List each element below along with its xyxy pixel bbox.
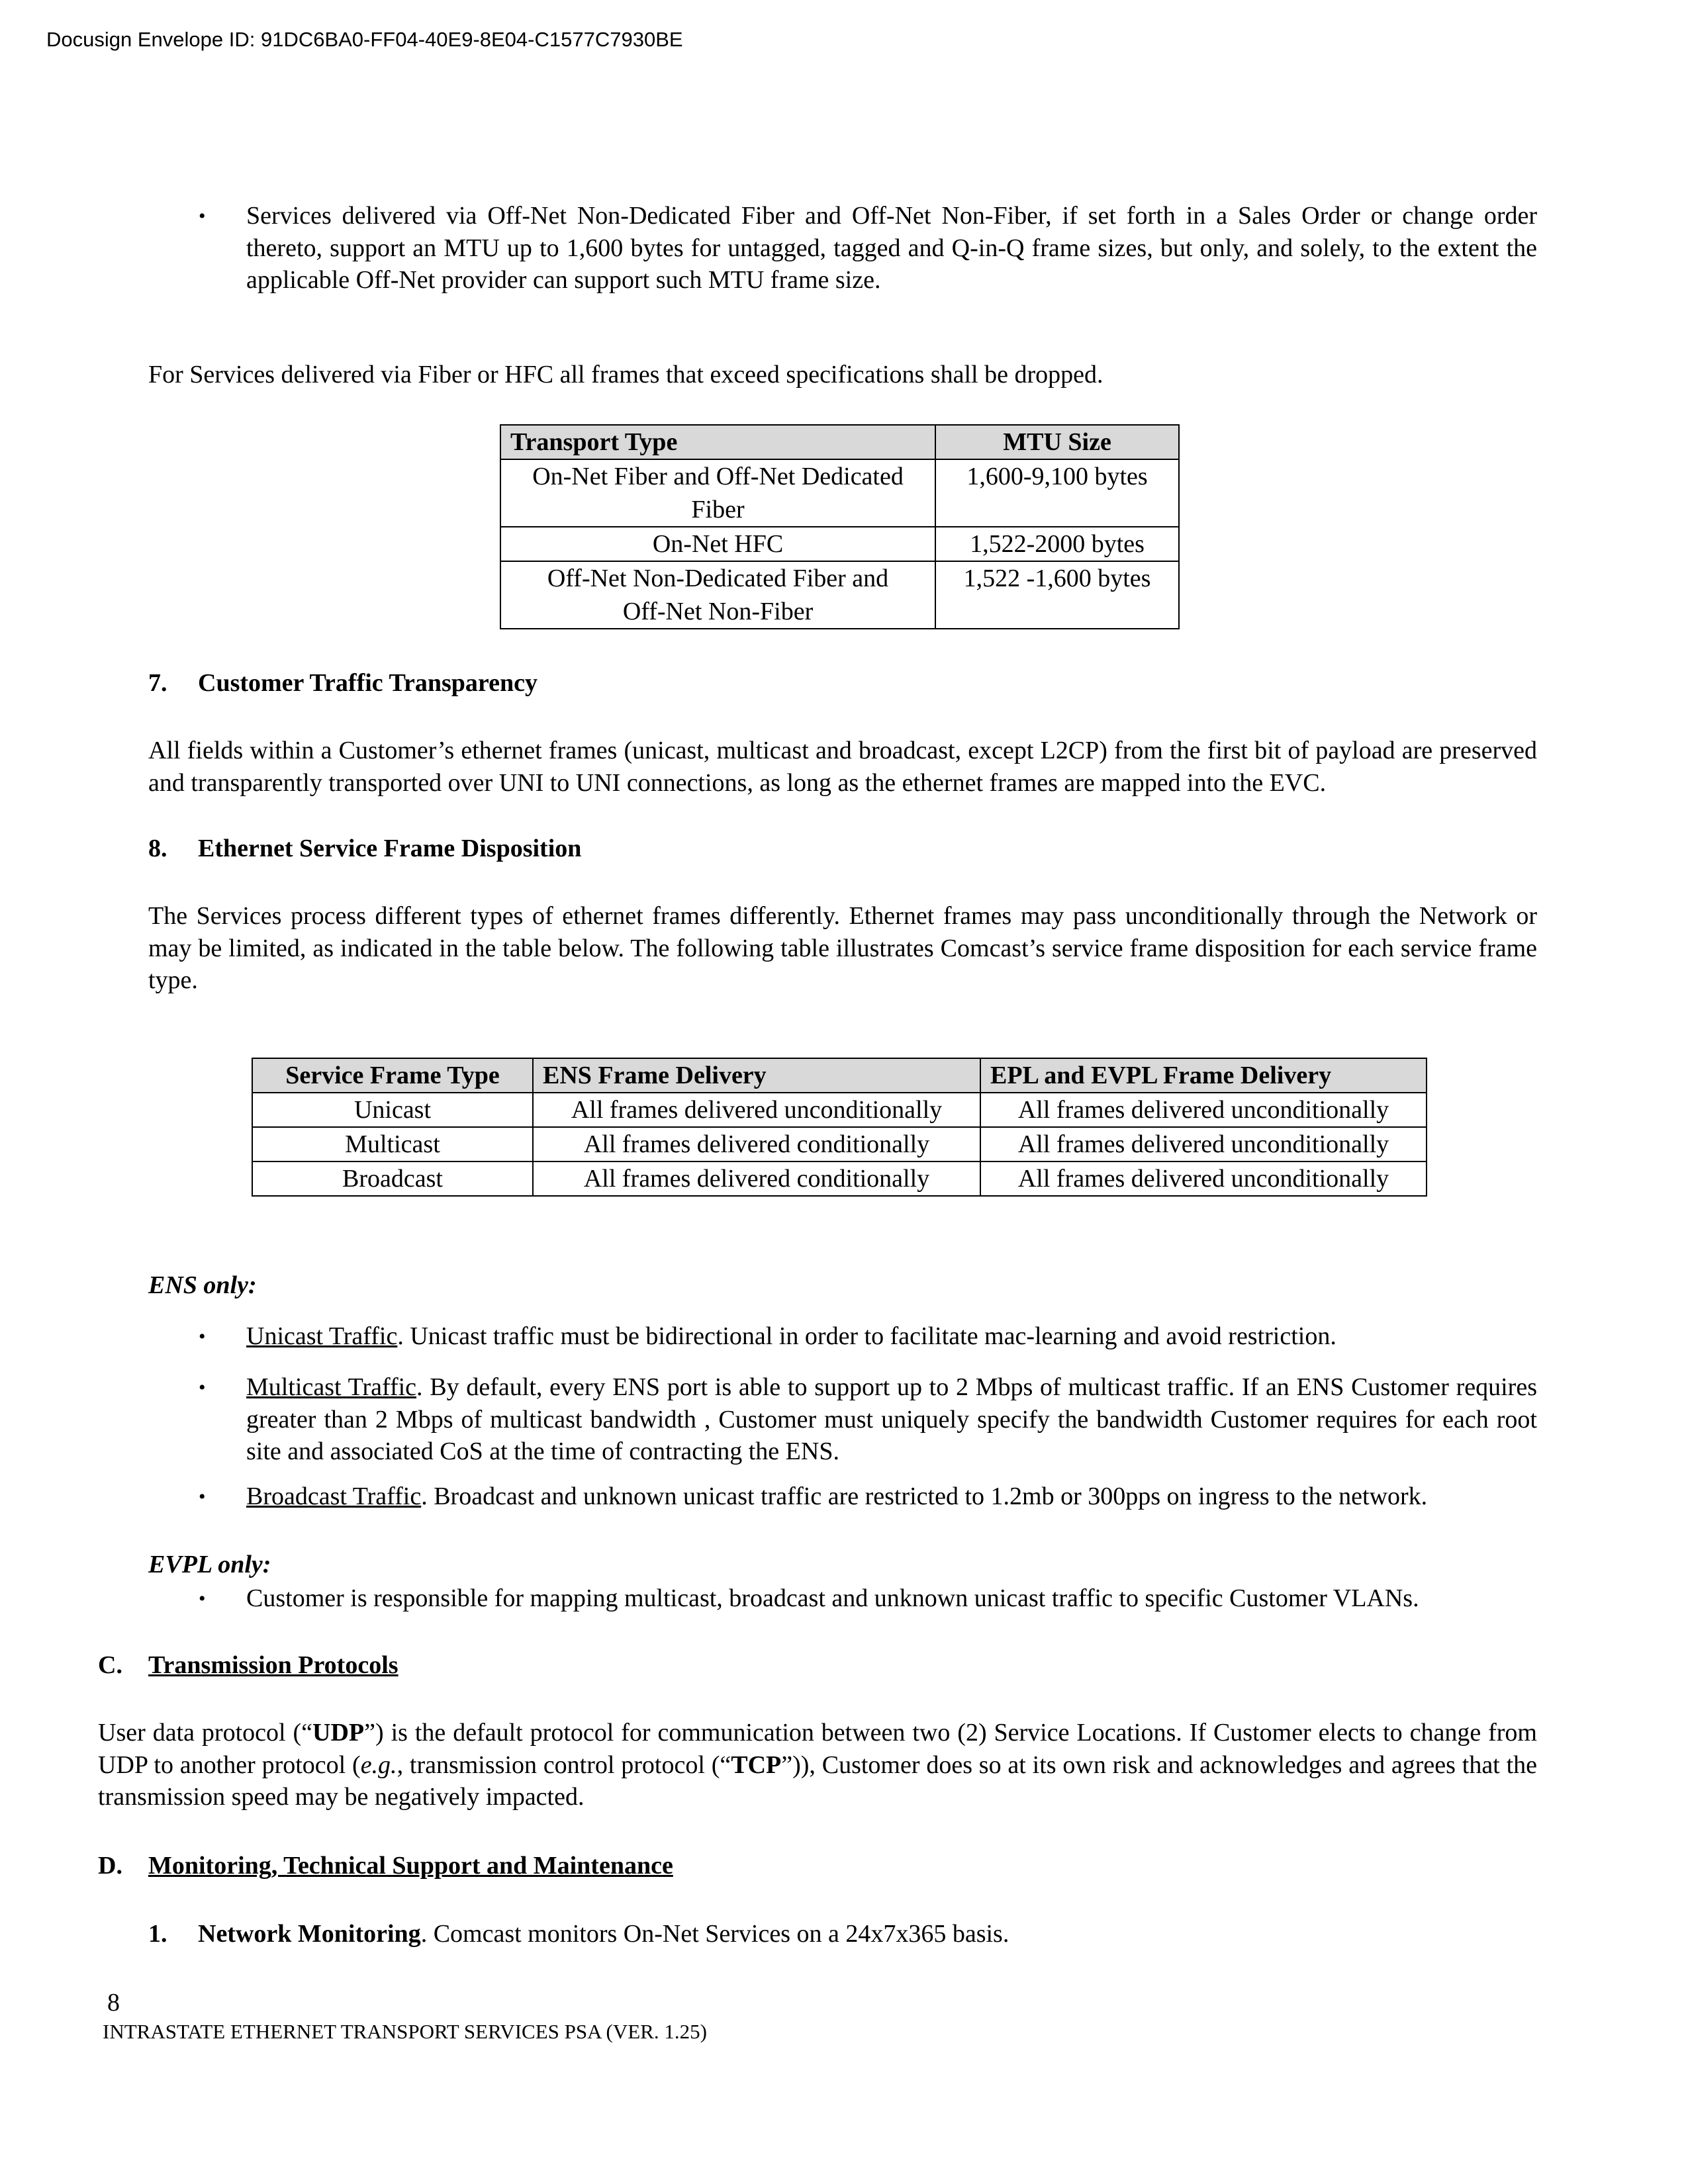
section-c-title: Transmission Protocols: [148, 1651, 399, 1679]
table-row: [500, 459, 1179, 527]
broadcast-traffic-term: Broadcast Traffic: [246, 1482, 422, 1510]
multicast-traffic-text: . By default, every ENS port is able to support up to 2 Mbps of multicast traffic. If an ENS Customer requires greater than 2 Mbps of multicast bandwidth , Customer must uniquely specify the bandwidth Customer requires for each root site and associated CoS at the time of contracting the ENS.: [246, 1373, 1537, 1465]
table-row: [500, 527, 1179, 561]
tcp-term: TCP: [731, 1751, 782, 1779]
page-number: 8: [107, 1989, 120, 2017]
ens-delivery-cell: All frames delivered unconditionally: [533, 1093, 980, 1127]
mtu-size-cell: 1,600-9,100 bytes: [935, 459, 1179, 527]
section-8-number: 8.: [148, 835, 167, 862]
envelope-id: Docusign Envelope ID: 91DC6BA0-FF04-40E9-8E04-C1577C7930BE: [46, 28, 683, 51]
mtu-header-transport: Transport Type: [500, 425, 935, 459]
mtu-size-cell: 1,522 -1,600 bytes: [935, 561, 1179, 629]
frame-header-epl: EPL and EVPL Frame Delivery: [980, 1058, 1427, 1093]
mtu-transport-cell: On-Net HFC: [500, 527, 935, 561]
body-text: ”)), Customer does so at its own risk and acknowledges and agrees that the transmission speed may be negatively impacted.: [98, 1751, 1537, 1811]
section-d-item-1: [198, 1918, 1009, 1950]
mtu-size-cell: 1,522-2000 bytes: [935, 527, 1179, 561]
ens-delivery-cell: All frames delivered conditionally: [533, 1127, 980, 1161]
mtu-transport-cell: On-Net Fiber and Off-Net Dedicated Fiber: [500, 459, 935, 527]
section-d-title: Monitoring, Technical Support and Maintenance: [148, 1852, 673, 1880]
multicast-traffic-term: Multicast Traffic: [246, 1373, 417, 1401]
section-7-number: 7.: [148, 669, 167, 697]
table-row: [252, 1093, 1427, 1127]
ens-delivery-cell: All frames delivered conditionally: [533, 1161, 980, 1196]
frame-type-cell: Broadcast: [252, 1161, 533, 1196]
body-text: User data protocol (“: [98, 1719, 313, 1747]
section-c-letter: C.: [98, 1651, 122, 1679]
section-d-item-1-number: 1.: [148, 1920, 167, 1948]
frame-header-ens: ENS Frame Delivery: [533, 1058, 980, 1093]
list-item: [246, 1371, 1537, 1468]
network-monitoring-text: . Comcast monitors On-Net Services on a 24x7x365 basis.: [420, 1920, 1009, 1948]
mtu-transport-cell: Off-Net Non-Dedicated Fiber and Off-Net Non-Fiber: [500, 561, 935, 629]
body-text: ”) is the default protocol for communication between two (2) Service Locations. If Customer elects to change from UDP to another protocol (: [98, 1719, 1537, 1779]
unicast-traffic-term: Unicast Traffic: [246, 1322, 398, 1350]
epl-delivery-cell: All frames delivered unconditionally: [980, 1161, 1427, 1196]
mtu-header-size: MTU Size: [935, 425, 1179, 459]
section-7-body: All fields within a Customer’s ethernet frames (unicast, multicast and broadcast, except L2CP) from the first bit of payload are preserved and transparently transported over UNI to UNI connections, as long as the ethernet frames are mapped into the EVC.: [148, 737, 1537, 797]
bullet-dot: •: [199, 1326, 206, 1347]
drop-note: For Services delivered via Fiber or HFC all frames that exceed specifications shall be dropped.: [148, 361, 1103, 388]
table-row: [252, 1127, 1427, 1161]
frame-type-cell: Multicast: [252, 1127, 533, 1161]
frame-disposition-table: [252, 1058, 1427, 1197]
broadcast-traffic-text: . Broadcast and unknown unicast traffic are restricted to 1.2mb or 300pps on ingress to the network.: [421, 1482, 1428, 1510]
bullet-dot: •: [199, 205, 206, 227]
frame-type-cell: Unicast: [252, 1093, 533, 1127]
eg-abbrev: e.g.: [360, 1751, 397, 1779]
section-d-letter: D.: [98, 1852, 122, 1880]
evpl-only-heading: EVPL only:: [148, 1551, 271, 1578]
section-c-body: [98, 1717, 1537, 1813]
list-item: Customer is responsible for mapping multicast, broadcast and unknown unicast traffic to specific Customer VLANs.: [246, 1584, 1419, 1612]
section-8-body: The Services process different types of ethernet frames differently. Ethernet frames may pass unconditionally through the Network or may be limited, as indicated in the table below. The following table illustrates Comcast’s service frame disposition for each service frame type.: [148, 902, 1537, 994]
bullet-dot: •: [199, 1377, 206, 1398]
bullet-dot: •: [199, 1588, 206, 1610]
list-item: [246, 1480, 1537, 1513]
footer-doc-title: INTRASTATE ETHERNET TRANSPORT SERVICES PSA (VER. 1.25): [103, 2020, 707, 2043]
table-row: [500, 561, 1179, 629]
unicast-traffic-text: . Unicast traffic must be bidirectional in order to facilitate mac-learning and avoid restriction.: [397, 1322, 1336, 1350]
bullet-dot: •: [199, 1486, 206, 1508]
network-monitoring-term: Network Monitoring: [198, 1920, 421, 1948]
section-7-title: Customer Traffic Transparency: [198, 669, 538, 697]
ens-only-heading: ENS only:: [148, 1271, 257, 1299]
intro-bullet-text: Services delivered via Off-Net Non-Dedicated Fiber and Off-Net Non-Fiber, if set forth in a Sales Order or change order thereto, support an MTU up to 1,600 bytes for untagged, tagged and Q-in-Q frame sizes, but only, and solely, to the extent the applicable Off-Net provider can support such MTU frame size.: [246, 202, 1537, 294]
epl-delivery-cell: All frames delivered unconditionally: [980, 1093, 1427, 1127]
table-row: [252, 1161, 1427, 1196]
list-item: [246, 1320, 1537, 1353]
epl-delivery-cell: All frames delivered unconditionally: [980, 1127, 1427, 1161]
frame-header-type: Service Frame Type: [252, 1058, 533, 1093]
section-8-title: Ethernet Service Frame Disposition: [198, 835, 582, 862]
body-text: , transmission control protocol (“: [397, 1751, 731, 1779]
udp-term: UDP: [312, 1719, 365, 1747]
mtu-table: [500, 424, 1180, 629]
